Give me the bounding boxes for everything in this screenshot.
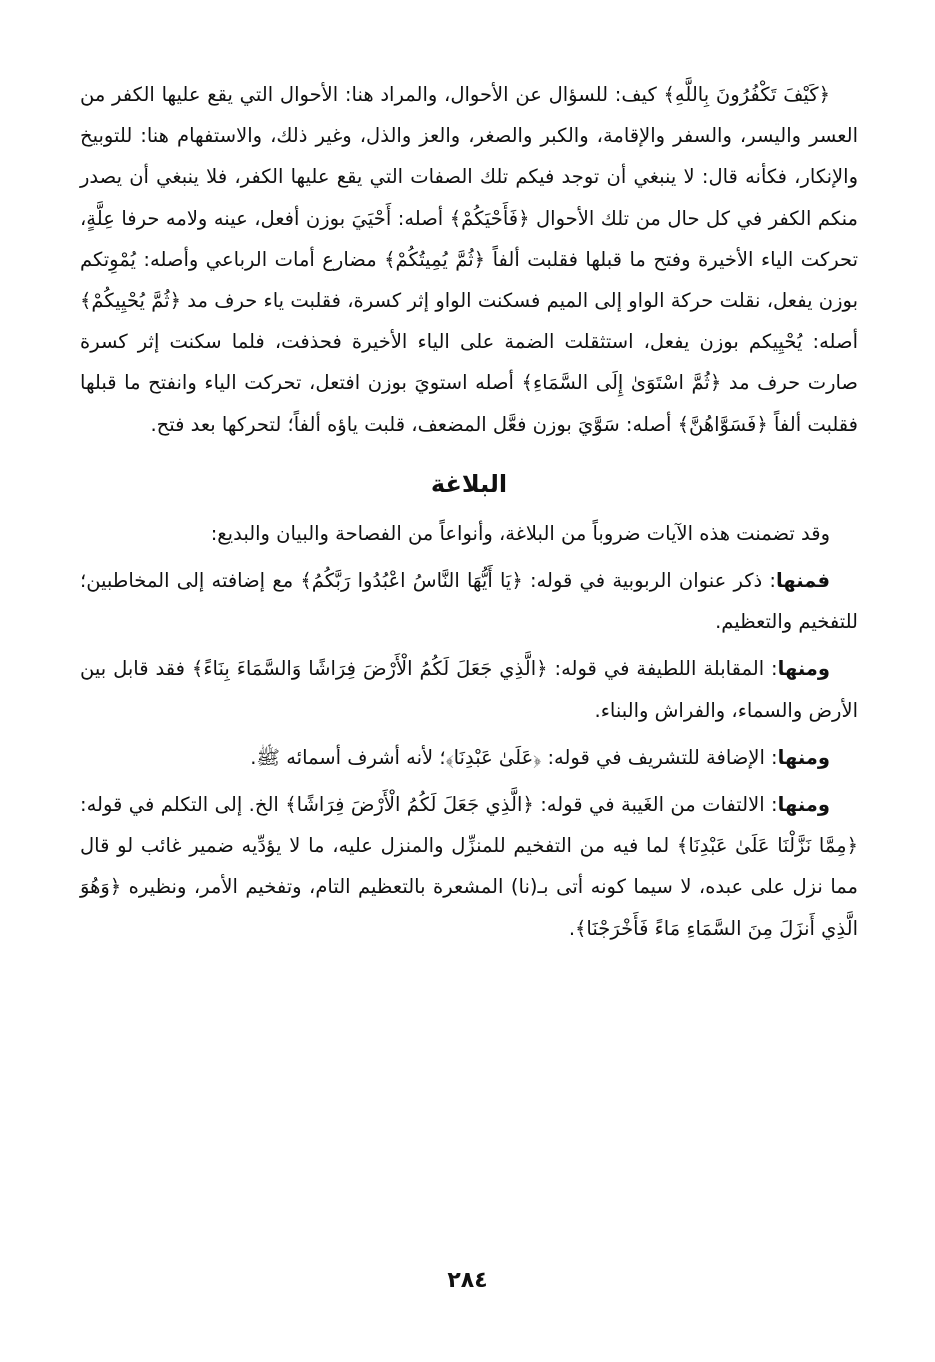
paragraph-text: : الالتفات من الغَيبة في قوله: ﴿الَّذِي جَعَلَ لَكُمُ الْأَرْضَ فِرَاشًا﴾ الخ. إلى التكلم في قوله: ﴿مِمَّا نَزَّلْنَا عَلَىٰ عَبْدِنَا﴾ لما فيه من التفخيم للمنزِّل والمنزل عليه، ما لا يؤدِّيه ضمير غائب لو قال مما نزل على عبده، لا سيما كونه أتى بـ(نا) المشعرة بالتعظيم التام، وتفخيم الأمر، ونظيره ﴿وَهُوَ الَّذِي أَنزَلَ مِنَ السَّمَاءِ مَاءً فَأَخْرَجْنَا﴾. xyxy=(80,793,858,940)
paragraph-rhetoric-2 xyxy=(80,648,858,730)
paragraph-grammar: ﴿كَيْفَ تَكْفُرُونَ بِاللَّهِ﴾ كيف: للسؤال عن الأحوال، والمراد هنا: الأحوال التي يقع عليها الكفر من العسر واليسر، والسفر والإقامة، والكبر والصغر، والعز والذل، وغير ذلك، والاستفهام هنا: للتوبيخ والإنكار، فكأنه قال: لا ينبغي أن توجد فيكم تلك الصفات التي يقع عليها الكفر، فلا ينبغي أن يصدر منكم الكفر في كل حال من تلك الأحوال ﴿فَأَحْيَكُمْ﴾ أصله: أَحْيَيَ بوزن أفعل، عينه ولامه حرفا عِلَّةٍ، تحركت الياء الأخيرة وفتح ما قبلها فقلبت ألفاً ﴿ثُمَّ يُمِيتُكُمْ﴾ مضارع أمات الرباعي وأصله: يُمْوِتكم بوزن يفعل، نقلت حركة الواو إلى الميم فسكنت الواو إثر كسرة، فقلبت ياء حرف مد ﴿ثُمَّ يُحْيِيكُمْ﴾ أصله: يُحْيِيكم بوزن يفعل، استثقلت الضمة على الياء الأخيرة فحذفت، فلما سكنت إثر كسرة صارت حرف مد ﴿ثُمَّ اسْتَوَىٰ إِلَى السَّمَاءِ﴾ أصله استويَ بوزن افتعل، تحركت الياء وانفتح ما قبلها فقلبت ألفاً ﴿فَسَوَّاهُنَّ﴾ أصله: سَوَّيَ بوزن فعَّل المضعف، قلبت ياؤه ألفاً؛ لتحركها بعد فتح. xyxy=(80,83,858,436)
paragraph-text: : المقابلة اللطيفة في قوله: ﴿الَّذِي جَعَلَ لَكُمُ الْأَرْضَ فِرَاشًا وَالسَّمَاءَ بِنَاءً﴾ فقد قابل بين الأرض والسماء، والفراش والبناء. xyxy=(80,657,858,722)
paragraph-lead: ومنها xyxy=(777,793,830,817)
section-heading: البلاغة xyxy=(430,469,508,498)
paragraph-intro: وقد تضمنت هذه الآيات ضروباً من البلاغة، وأنواعاً من الفصاحة والبيان والبديع: xyxy=(210,521,830,545)
page-body xyxy=(80,74,858,949)
paragraph-lead: ومنها xyxy=(777,745,830,769)
paragraph-rhetoric-1 xyxy=(80,560,858,642)
paragraph-lead: فمنها xyxy=(776,569,830,593)
paragraph-rhetoric-3 xyxy=(80,737,858,778)
paragraph-lead: ومنها xyxy=(777,657,830,681)
paragraph-text: : ذكر عنوان الربوبية في قوله: ﴿يَا أَيُّهَا النَّاسُ اعْبُدُوا رَبَّكُمُ﴾ مع إضافته إلى المخاطبين؛ للتفخيم والتعظيم. xyxy=(80,569,858,634)
page-number: ٢٨٤ xyxy=(447,1268,488,1293)
paragraph-rhetoric-4 xyxy=(80,784,858,949)
paragraph-text: : الإضافة للتشريف في قوله: ﴿عَلَىٰ عَبْدِنَا﴾؛ لأنه أشرف أسمائه ﷺ. xyxy=(250,745,778,769)
